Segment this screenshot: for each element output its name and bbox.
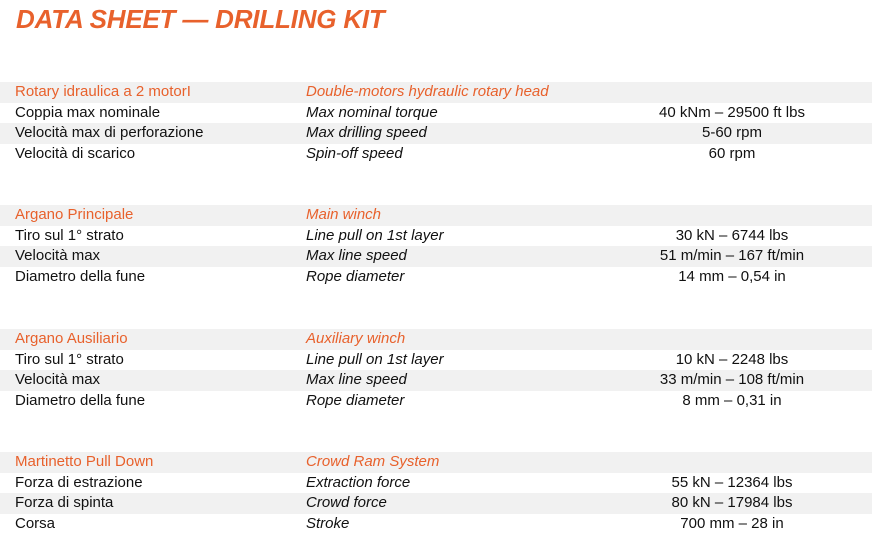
spec-value: 14 mm – 0,54 in	[678, 267, 786, 285]
page-title: DATA SHEET — DRILLING KIT	[16, 4, 385, 34]
label-en: Extraction force	[306, 473, 411, 491]
label-it: Velocità di scarico	[15, 144, 136, 162]
label-it: Velocità max di perforazione	[15, 124, 204, 142]
table-row	[0, 123, 872, 144]
section-heading-it: Argano Ausiliario	[15, 330, 128, 347]
label-it: Forza di spinta	[15, 494, 114, 512]
table-row	[0, 370, 872, 391]
table-row	[0, 226, 872, 247]
table-row	[0, 493, 872, 514]
label-en: Stroke	[306, 514, 350, 532]
label-en: Spin-off speed	[306, 144, 403, 162]
label-en: Crowd force	[306, 494, 387, 512]
spec-value: 33 m/min – 108 ft/min	[659, 371, 805, 389]
label-en: Max drilling speed	[306, 124, 427, 142]
label-en: Rope diameter	[306, 267, 405, 285]
section-heading-en: Crowd Ram System	[306, 453, 440, 470]
spec-value: 40 kNm – 29500 ft lbs	[659, 103, 805, 121]
label-en: Max line speed	[306, 371, 407, 389]
section-header-row	[0, 329, 872, 350]
spec-value: 80 kN – 17984 lbs	[671, 494, 793, 512]
label-it: Coppia max nominale	[15, 103, 161, 121]
section-crowd-ram	[0, 452, 872, 534]
label-it: Tiro sul 1° strato	[15, 226, 124, 244]
label-it: Forza di estrazione	[15, 473, 143, 491]
section-heading-it: Argano Principale	[15, 206, 134, 223]
section-heading-en: Main winch	[306, 206, 382, 223]
label-it: Velocità max	[15, 371, 101, 389]
section-heading-en: Double-motors hydraulic rotary head	[306, 83, 549, 100]
section-rotary-head	[0, 82, 872, 164]
label-it: Tiro sul 1° strato	[15, 350, 124, 368]
label-it: Corsa	[15, 514, 56, 532]
table-row	[0, 350, 872, 371]
section-heading-it: Martinetto Pull Down	[15, 453, 154, 470]
section-heading-it: Rotary idraulica a 2 motorI	[15, 83, 191, 100]
section-header-row	[0, 205, 872, 226]
spec-value: 700 mm – 28 in	[680, 514, 784, 532]
label-en: Max line speed	[306, 247, 407, 265]
table-row	[0, 103, 872, 124]
spec-value: 10 kN – 2248 lbs	[675, 350, 789, 368]
section-header-row	[0, 82, 872, 103]
label-en: Line pull on 1st layer	[306, 350, 444, 368]
section-header-row	[0, 452, 872, 473]
table-row	[0, 267, 872, 288]
table-row	[0, 473, 872, 494]
section-auxiliary-winch	[0, 329, 872, 411]
section-main-winch	[0, 205, 872, 287]
section-heading-en: Auxiliary winch	[306, 330, 406, 347]
spec-value: 60 rpm	[708, 144, 756, 162]
label-en: Rope diameter	[306, 391, 405, 409]
spec-value: 55 kN – 12364 lbs	[671, 473, 793, 491]
label-it: Diametro della fune	[15, 267, 146, 285]
table-row	[0, 246, 872, 267]
spec-value: 51 m/min – 167 ft/min	[659, 247, 805, 265]
table-row	[0, 391, 872, 412]
label-it: Velocità max	[15, 247, 101, 265]
label-en: Line pull on 1st layer	[306, 226, 444, 244]
table-row	[0, 514, 872, 535]
spec-value: 8 mm – 0,31 in	[682, 391, 782, 409]
label-en: Max nominal torque	[306, 103, 438, 121]
table-row	[0, 144, 872, 165]
spec-value: 5-60 rpm	[701, 124, 763, 142]
spec-value: 30 kN – 6744 lbs	[675, 226, 789, 244]
label-it: Diametro della fune	[15, 391, 146, 409]
